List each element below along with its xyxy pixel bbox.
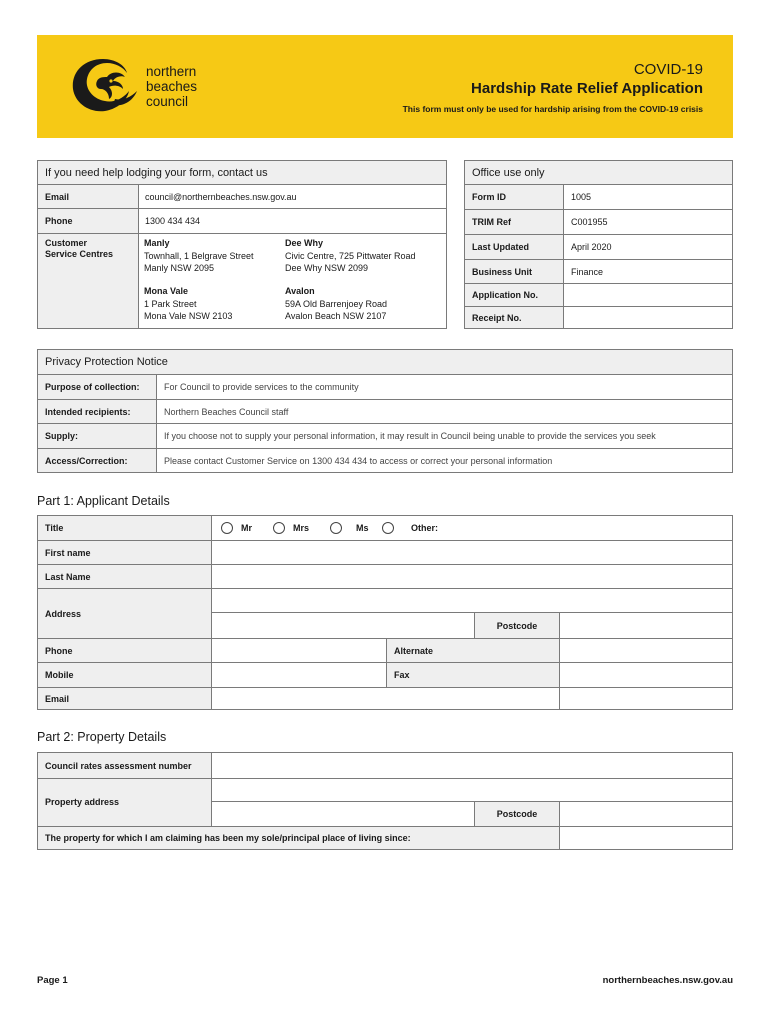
address-label: Address: [38, 589, 211, 638]
assessment-number-input[interactable]: [212, 753, 732, 778]
title-other-label: Other:: [411, 523, 438, 533]
privacy-label: Intended recipients:: [38, 400, 156, 423]
privacy-value: Northern Beaches Council staff: [164, 406, 289, 417]
contact-box: [37, 160, 447, 329]
office-row-value: Finance: [571, 266, 604, 277]
council-logo-icon: [67, 55, 139, 117]
part1-heading: Part 1: Applicant Details: [37, 494, 170, 508]
receipt-no-field[interactable]: [564, 307, 732, 328]
title-option-mr: Mr: [241, 523, 252, 533]
page-number: Page 1: [37, 975, 68, 986]
title-option-ms: Ms: [356, 523, 369, 533]
title-mr-radio[interactable]: [221, 522, 233, 534]
office-row-label: Application No.: [465, 284, 563, 306]
office-row-label: Last Updated: [465, 235, 563, 259]
office-row-value: C001955: [571, 217, 608, 227]
office-row-label: Form ID: [465, 185, 563, 209]
form-title-line1: COVID-19: [633, 61, 703, 78]
office-row-value: 1005: [571, 192, 592, 202]
fax-label: Fax: [387, 663, 559, 687]
alternate-label: Alternate: [387, 639, 559, 662]
contact-email-label: Email: [38, 185, 138, 209]
contact-heading: If you need help lodging your form, contact us: [38, 161, 446, 185]
privacy-label: Access/Correction:: [38, 449, 156, 472]
property-address-label: Property address: [38, 779, 211, 826]
centre-deewhy: Dee Why Civic Centre, 725 Pittwater Road Dee Why NSW 2099: [285, 238, 416, 273]
alternate-input[interactable]: [560, 639, 732, 662]
first-name-input[interactable]: [212, 541, 732, 564]
postcode-label: Postcode: [475, 613, 559, 638]
address-line1-input[interactable]: [212, 589, 732, 612]
privacy-value: For Council to provide services to the community: [164, 382, 359, 392]
address-line2-input[interactable]: [212, 613, 474, 638]
centre-monavale: Mona Vale 1 Park Street Mona Vale NSW 2103: [144, 286, 233, 321]
website-link[interactable]: northernbeaches.nsw.gov.au: [602, 975, 733, 986]
fax-input[interactable]: [560, 663, 732, 687]
assessment-number-label: Council rates assessment number: [38, 753, 211, 778]
office-row-label: Receipt No.: [465, 307, 563, 328]
centres-label: Customer Service Centres: [38, 234, 138, 328]
privacy-box: [37, 349, 733, 473]
first-name-label: First name: [38, 541, 211, 564]
privacy-label: Supply:: [38, 424, 156, 448]
centre-avalon: Avalon 59A Old Barrenjoey Road Avalon Beach NSW 2107: [285, 286, 388, 321]
last-name-input[interactable]: [212, 565, 732, 588]
title-other-radio[interactable]: [382, 522, 394, 534]
phone-input[interactable]: [212, 639, 386, 662]
privacy-label: Purpose of collection:: [38, 375, 156, 399]
part2-heading: Part 2: Property Details: [37, 730, 167, 744]
phone-label: Phone: [38, 639, 211, 662]
contact-phone-value[interactable]: 1300 434 434: [145, 216, 201, 226]
centre-manly: Manly Townhall, 1 Belgrave Street Manly NSW 2095: [144, 238, 254, 273]
form-subtitle: This form must only be used for hardship arising from the COVID-19 crisis: [402, 104, 703, 114]
office-row-value: April 2020: [571, 242, 612, 252]
postcode-input[interactable]: [560, 613, 732, 638]
title-label: Title: [38, 516, 211, 540]
application-no-field[interactable]: [564, 284, 732, 306]
applicant-details-table: [37, 515, 733, 710]
title-ms-radio[interactable]: [330, 522, 342, 534]
email-label: Email: [38, 688, 211, 709]
principal-residence-date-input[interactable]: [560, 827, 732, 849]
privacy-value: If you choose not to supply your personal information, it may result in Council being unable to provide the services you seek: [164, 431, 656, 441]
privacy-heading: Privacy Protection Notice: [38, 350, 732, 375]
contact-phone-label: Phone: [38, 209, 138, 233]
principal-residence-label: The property for which I am claiming has been my sole/principal place of living since:: [38, 827, 559, 849]
property-address-line2-input[interactable]: [212, 802, 474, 826]
email-input[interactable]: [212, 688, 732, 709]
office-use-box: [464, 160, 733, 329]
property-postcode-label: Postcode: [475, 802, 559, 826]
header-banner: [37, 35, 733, 138]
last-name-label: Last Name: [38, 565, 211, 588]
privacy-value: Please contact Customer Service on 1300 434 434 to access or correct your personal information: [164, 455, 553, 466]
property-address-line1-input[interactable]: [212, 779, 732, 801]
office-row-label: TRIM Ref: [465, 210, 563, 234]
office-heading: Office use only: [465, 161, 732, 185]
contact-email-value[interactable]: council@northernbeaches.nsw.gov.au: [145, 192, 297, 202]
property-postcode-input[interactable]: [560, 802, 732, 826]
mobile-label: Mobile: [38, 663, 211, 687]
title-option-mrs: Mrs: [293, 523, 310, 533]
mobile-input[interactable]: [212, 663, 386, 687]
org-name: northern beaches council: [146, 64, 198, 109]
title-mrs-radio[interactable]: [273, 522, 285, 534]
form-title: Hardship Rate Relief Application: [471, 80, 703, 97]
office-row-label: Business Unit: [465, 260, 563, 283]
property-details-table: [37, 752, 733, 850]
